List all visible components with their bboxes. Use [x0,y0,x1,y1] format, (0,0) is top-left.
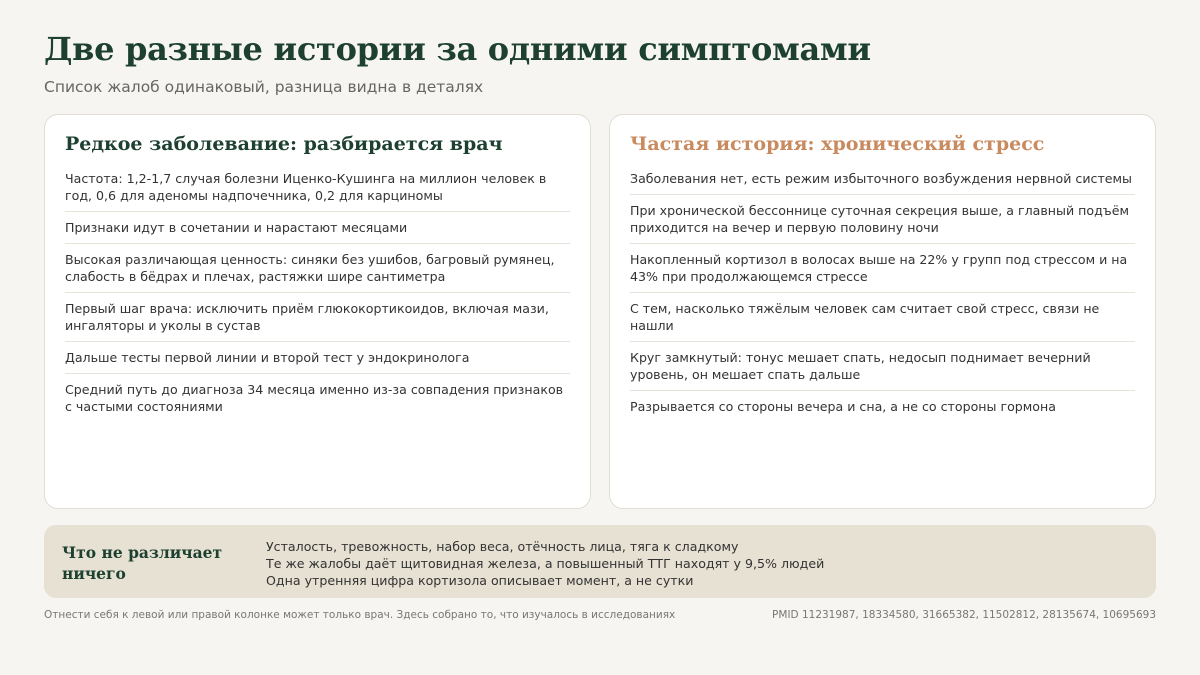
list-item: Признаки идут в сочетании и нарастают месяцами [65,212,570,244]
list-item: При хронической бессоннице суточная секреция выше, а главный подъём приходится на вечер и первую половину ночи [630,195,1135,244]
common-symptoms-label: Что не различает ничего [62,543,223,583]
list-item: Первый шаг врача: исключить приём глюкокортикоидов, включая мази, ингаляторы и уколы в сустав [65,293,570,342]
list-item: Дальше тесты первой линии и второй тест у эндокринолога [65,342,570,374]
list-item: С тем, насколько тяжёлым человек сам считает свой стресс, связи не нашли [630,293,1135,342]
chronic-stress-heading: Частая история: хронический стресс [630,133,1045,155]
list-item: Накопленный кортизол в волосах выше на 22% у групп под стрессом и на 43% при продолжающемся стрессе [630,244,1135,293]
rare-disease-list [65,165,570,422]
footer-note: Отнести себя к левой или правой колонке может только врач. Здесь собрано то, что изучалось в исследованиях [44,609,676,621]
common-symptoms-box [44,525,1156,598]
common-symptoms-list [266,538,824,589]
footer-references: PMID 11231987, 18334580, 31665382, 11502812, 28135674, 10695693 [772,609,1156,621]
chronic-stress-card [609,114,1156,509]
list-item: Заболевания нет, есть режим избыточного возбуждения нервной системы [630,165,1135,195]
list-item: Разрывается со стороны вечера и сна, а не со стороны гормона [630,399,1056,414]
list-item: Круг замкнутый: тонус мешает спать, недосып поднимает вечерний уровень, он мешает спать дальше [630,342,1135,391]
list-item: Одна утренняя цифра кортизола описывает момент, а не сутки [266,573,694,588]
list-item: Те же жалобы даёт щитовидная железа, а повышенный ТТГ находят у 9,5% людей [266,556,825,571]
page-subtitle: Список жалоб одинаковый, разница видна в деталях [44,78,484,96]
list-item: Средний путь до диагноза 34 месяца именно из-за совпадения признаков с частыми состояниями [65,382,564,414]
list-item: Частота: 1,2-1,7 случая болезни Иценко-Кушинга на миллион человек в год, 0,6 для аденомы надпочечника, 0,2 для карциномы [65,165,570,212]
rare-disease-card [44,114,591,509]
page-title: Две разные истории за одними симптомами [44,30,871,68]
list-item: Высокая различающая ценность: синяки без ушибов, багровый румянец, слабость в бёдрах и плечах, растяжки шире сантиметра [65,244,570,293]
list-item: Усталость, тревожность, набор веса, отёчность лица, тяга к сладкому [266,539,739,554]
chronic-stress-list [630,165,1135,422]
rare-disease-heading: Редкое заболевание: разбирается врач [65,133,503,155]
